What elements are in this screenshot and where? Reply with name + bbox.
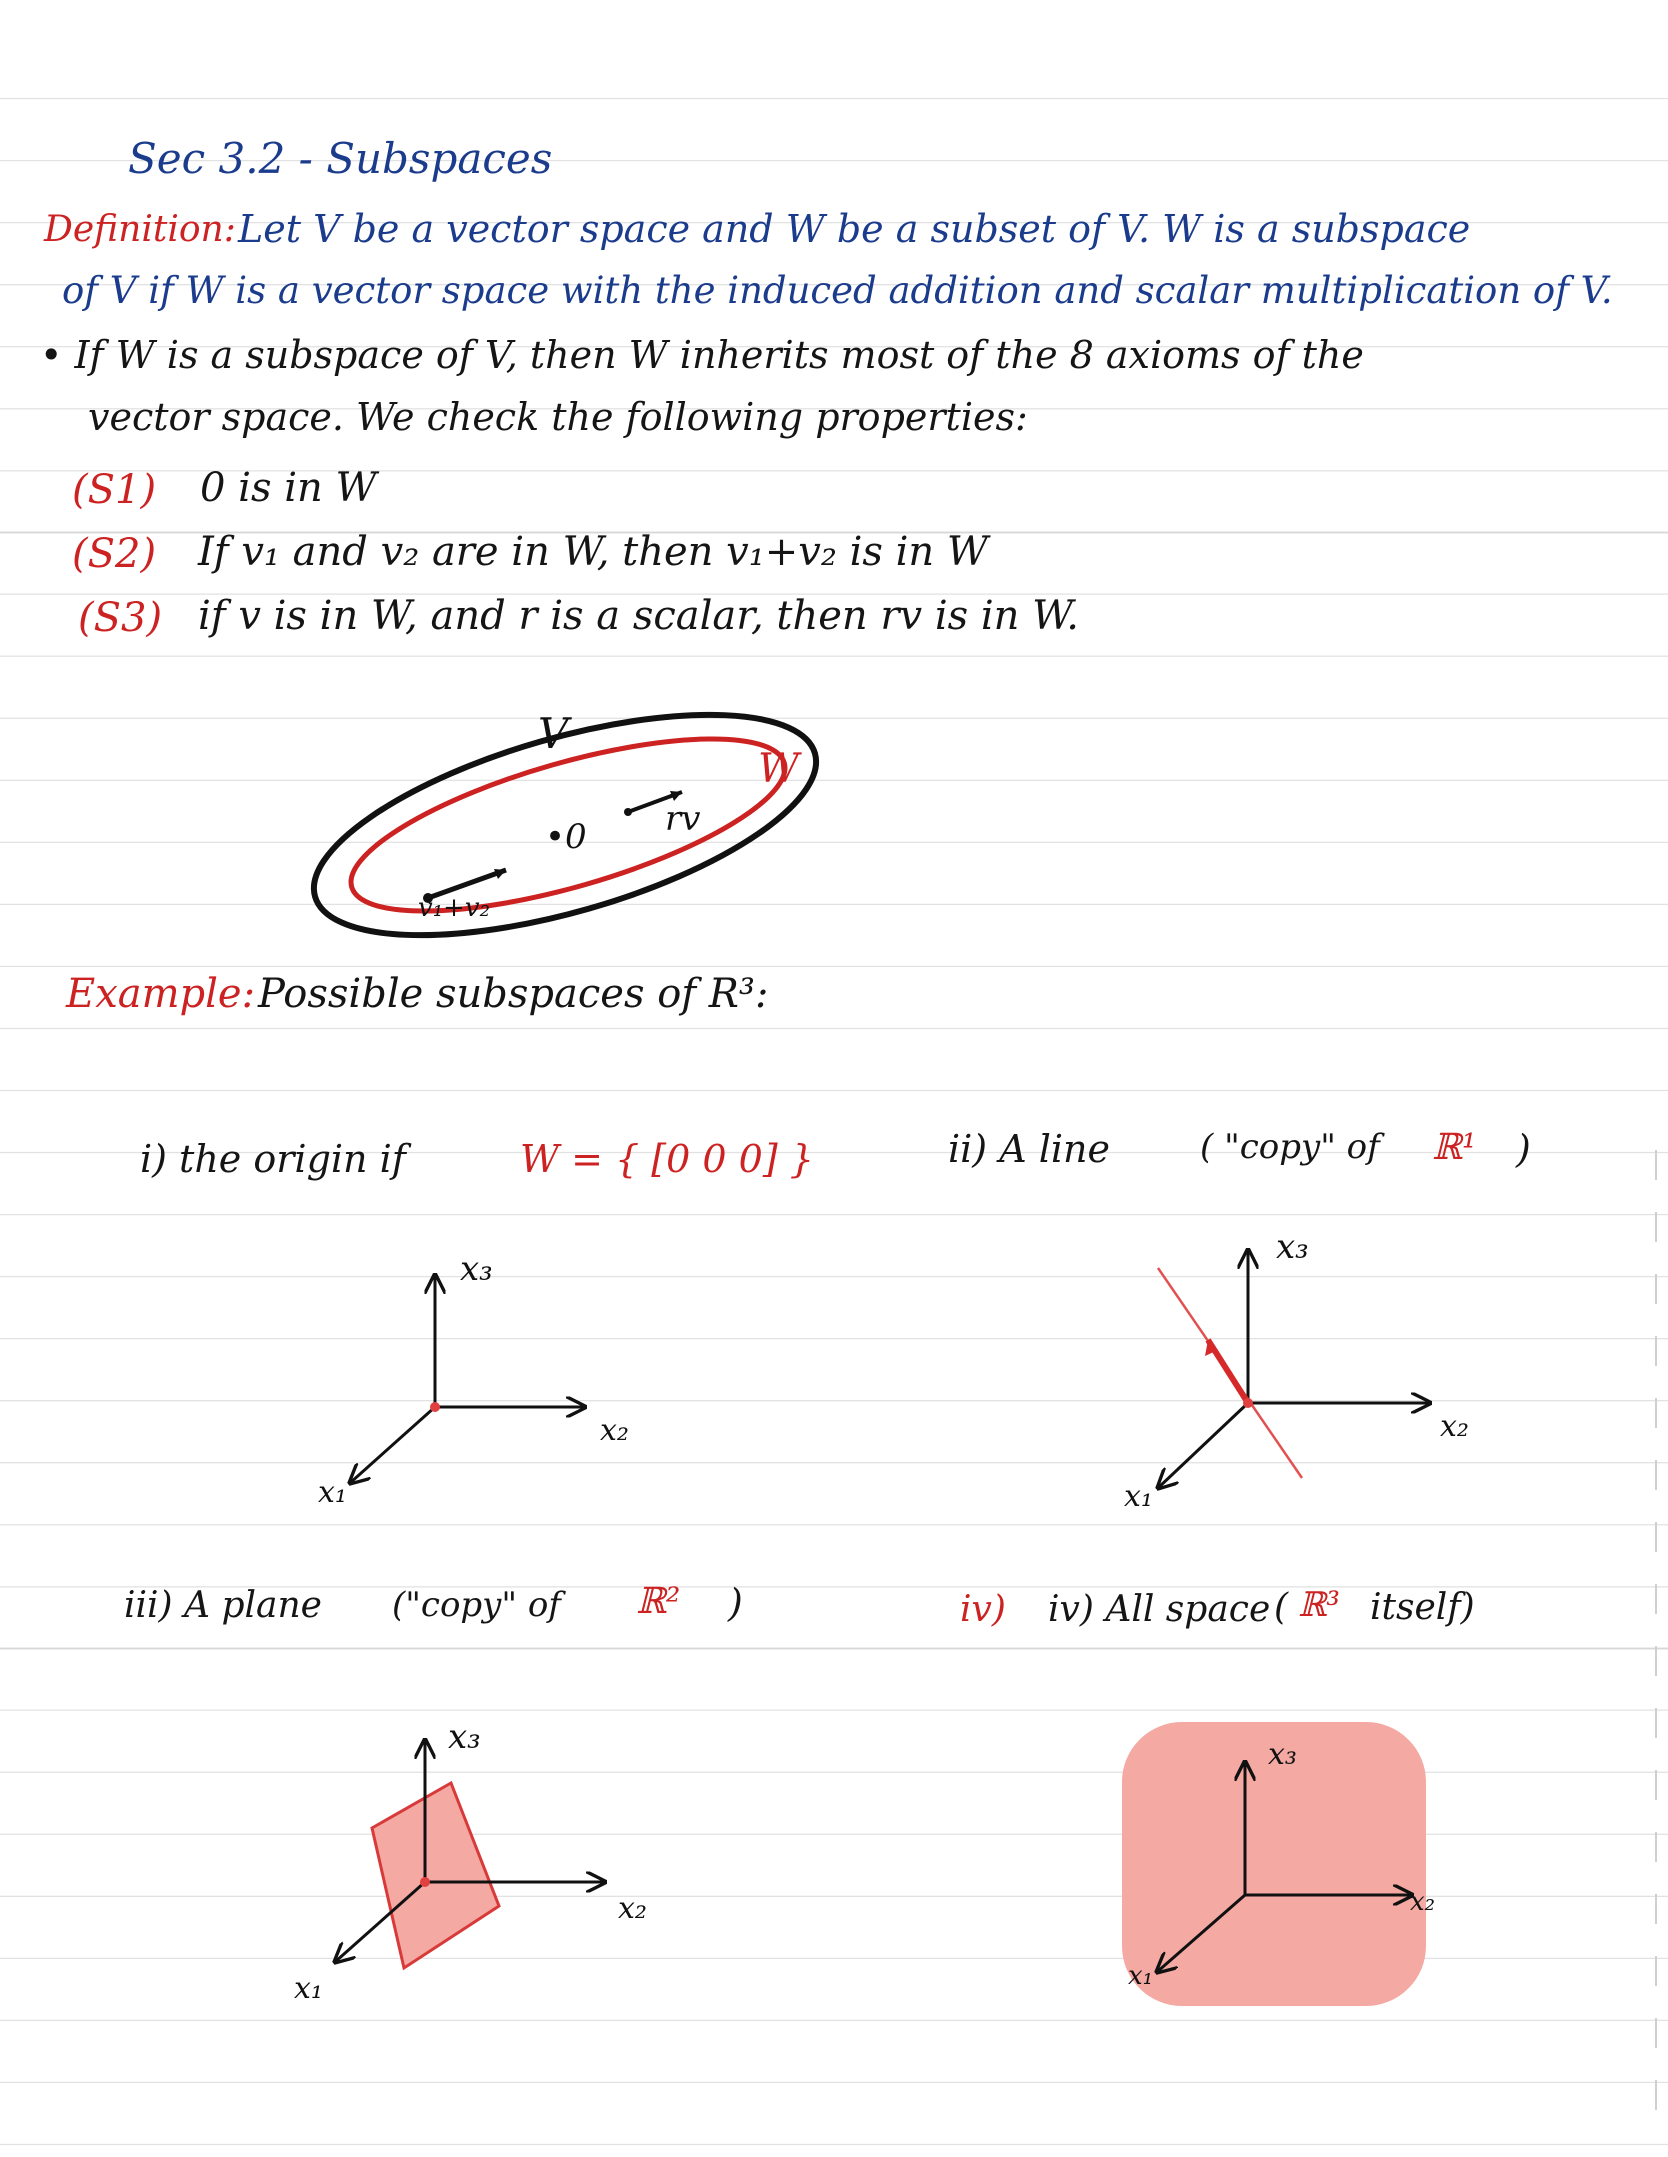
property-s2-label: (S2)	[72, 531, 157, 577]
case-iv-roman: iv)	[960, 1589, 1006, 1630]
x1-label: x₁	[1124, 1479, 1153, 1514]
case-ii-paren-close: )	[1516, 1127, 1531, 1171]
x2-label: x₂	[1410, 1887, 1436, 1917]
x1-axis	[1158, 1403, 1248, 1488]
case-iv-prefix: iv) All space	[1048, 1589, 1271, 1630]
case-iii-prefix: iii) A plane	[124, 1585, 322, 1626]
x2-label: x₂	[1440, 1409, 1469, 1444]
x1-label: x₁	[318, 1475, 347, 1510]
example-label: Example:	[66, 971, 256, 1017]
case-i-set: W = { [0 0 0] }	[520, 1137, 814, 1181]
case-i-prefix: i) the origin if	[140, 1137, 406, 1181]
rv-label: rv	[665, 799, 701, 839]
case-iv-space: ℝ³	[1298, 1585, 1340, 1625]
origin-point	[430, 1402, 440, 1412]
vector-space-label: V	[538, 709, 569, 758]
case-iii-paren-open: ("copy" of	[392, 1585, 561, 1625]
axes-plane	[294, 1717, 647, 2006]
case-iii-paren-close: )	[728, 1581, 743, 1625]
x1-axis	[350, 1407, 435, 1483]
example-text: Possible subspaces of R³:	[258, 971, 769, 1017]
x3-label: x₃	[1276, 1227, 1309, 1267]
subspace-plane	[372, 1783, 499, 1968]
case-iv-paren-close: itself)	[1370, 1587, 1475, 1628]
sum-label: v₁+v₂	[418, 893, 491, 923]
axes-all-space	[1122, 1722, 1435, 2006]
bullet-line-1: • If W is a subspace of V, then W inherits most of the 8 axioms of the	[40, 333, 1364, 377]
subspace-label: W	[758, 746, 800, 792]
case-ii-prefix: ii) A line	[948, 1127, 1111, 1171]
axes-origin	[318, 1249, 629, 1510]
definition-label: Definition:	[44, 209, 236, 250]
x1-label: x₁	[1128, 1961, 1154, 1991]
x2-label: x₂	[618, 1891, 647, 1926]
case-ii-space: ℝ¹	[1432, 1127, 1477, 1168]
x3-label: x₃	[1268, 1737, 1297, 1772]
property-s1-text: 0 is in W	[200, 465, 377, 511]
property-s1-label: (S1)	[72, 467, 157, 513]
property-s3-label: (S3)	[78, 595, 163, 641]
property-s2-text: If v₁ and v₂ are in W, then v₁+v₂ is in W	[198, 529, 989, 575]
case-iv-paren-open: (	[1274, 1587, 1289, 1628]
zero-vector-label: •0	[545, 817, 587, 857]
definition-line-2: of V if W is a vector space with the induced addition and scalar multiplication of V.	[62, 269, 1613, 312]
x2-label: x₂	[600, 1413, 629, 1448]
page-title: Sec 3.2 - Subspaces	[128, 134, 553, 183]
case-iii-space: ℝ²	[636, 1581, 681, 1622]
axes-line	[1124, 1227, 1469, 1514]
origin-point	[420, 1877, 430, 1887]
definition-line-1: Let V be a vector space and W be a subset of V. W is a subspace	[238, 207, 1471, 251]
property-s3-text: if v is in W, and r is a scalar, then rv is in W.	[198, 593, 1079, 639]
x3-label: x₃	[460, 1249, 493, 1289]
origin-point	[1243, 1398, 1253, 1408]
x3-label: x₃	[448, 1717, 481, 1757]
case-ii-paren-open: ( "copy" of	[1200, 1127, 1380, 1167]
x1-label: x₁	[294, 1971, 323, 2006]
bullet-line-2: vector space. We check the following properties:	[88, 395, 1028, 439]
